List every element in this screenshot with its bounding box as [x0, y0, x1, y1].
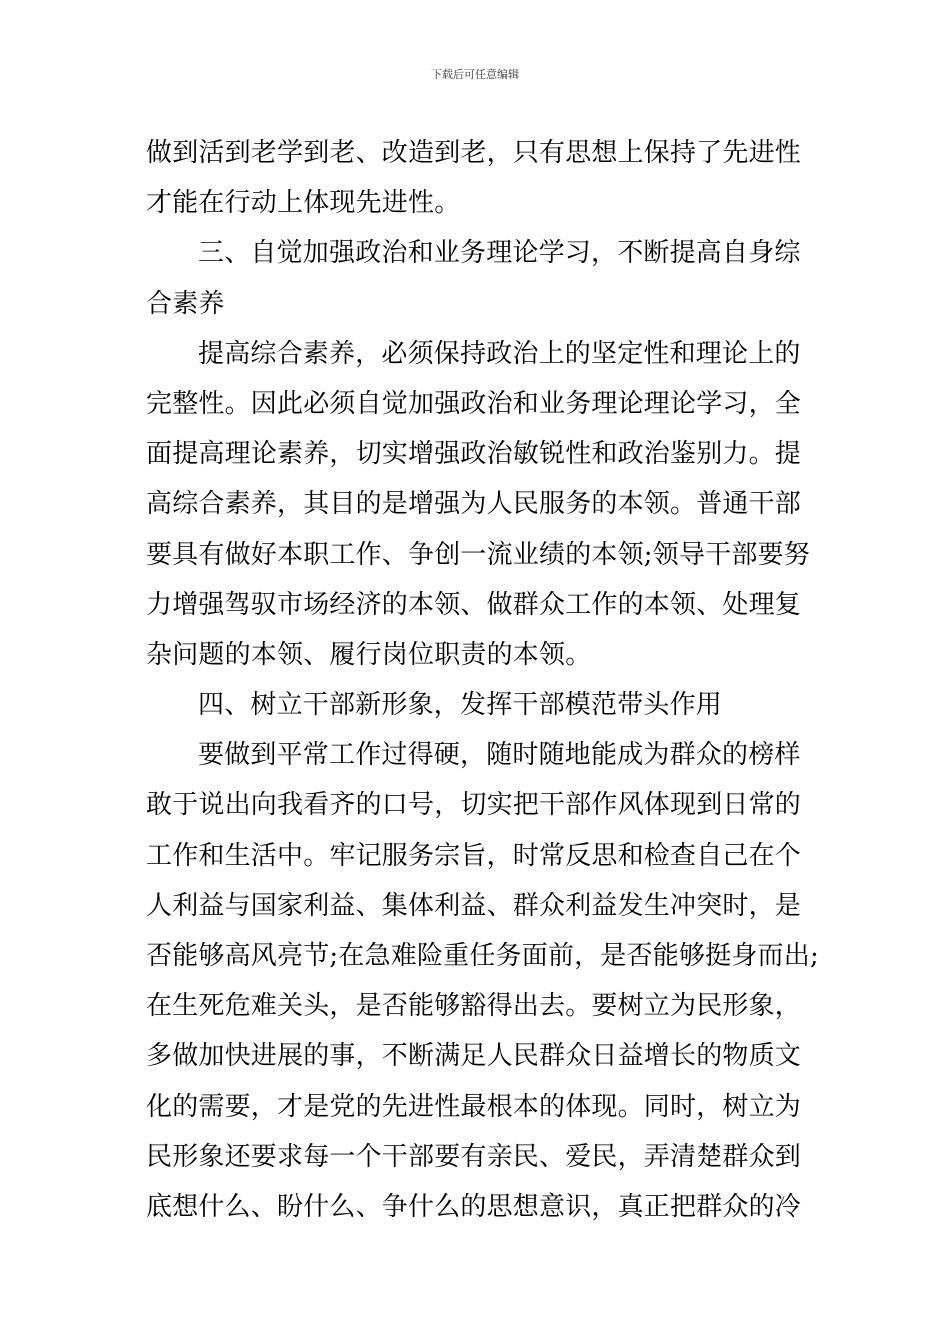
- text-line: 面提高理论素养，切实增强政治敏锐性和政治鉴别力。提: [146, 439, 802, 470]
- text-line: 敢于说出向我看齐的口号，切实把干部作风体现到日常的: [146, 790, 802, 821]
- text-line: 力增强驾驭市场经济的本领、做群众工作的本领、处理复: [146, 589, 802, 620]
- page-header: 下载后可任意编辑: [431, 68, 519, 81]
- text-line: 做到活到老学到老、改造到老，只有思想上保持了先进性: [146, 138, 802, 168]
- text-line: 多做加快进展的事，不断满足人民群众日益增长的物质文: [146, 1041, 802, 1072]
- text-line: 合素养: [146, 288, 225, 319]
- text-line: 要做到平常工作过得硬，随时随地能成为群众的榜样: [198, 740, 801, 771]
- text-line: 才能在行动上体现先进性。: [146, 188, 461, 219]
- text-line: 否能够高风亮节;在急难险重任务面前，是否能够挺身而出;: [146, 941, 819, 971]
- text-line: 三、自觉加强政治和业务理论学习，不断提高自身综: [198, 238, 801, 269]
- text-line: 化的需要，才是党的先进性最根本的体现。同时，树立为: [146, 1091, 802, 1122]
- text-line: 完整性。因此必须自觉加强政治和业务理论理论学习，全: [146, 388, 802, 419]
- text-line: 四、树立干部新形象，发挥干部模范带头作用: [198, 690, 723, 721]
- document-body: [146, 128, 826, 1232]
- text-line: 民形象还要求每一个干部要有亲民、爱民，弄清楚群众到: [146, 1141, 802, 1172]
- text-line: 在生死危难关头，是否能够豁得出去。要树立为民形象，: [146, 991, 802, 1022]
- text-line: 要具有做好本职工作、争创一流业绩的本领;领导干部要努: [146, 539, 810, 570]
- text-line: 工作和生活中。牢记服务宗旨，时常反思和检查自己在个: [146, 840, 802, 871]
- text-line: 底想什么、盼什么、争什么的思想意识，真正把群众的冷: [146, 1191, 802, 1222]
- text-line: 提高综合素养，必须保持政治上的坚定性和理论上的: [198, 338, 801, 369]
- text-line: 杂问题的本领、履行岗位职责的本领。: [146, 639, 592, 670]
- text-line: 高综合素养，其目的是增强为人民服务的本领。普通干部: [146, 489, 802, 520]
- text-line: 人利益与国家利益、集体利益、群众利益发生冲突时，是: [146, 890, 802, 921]
